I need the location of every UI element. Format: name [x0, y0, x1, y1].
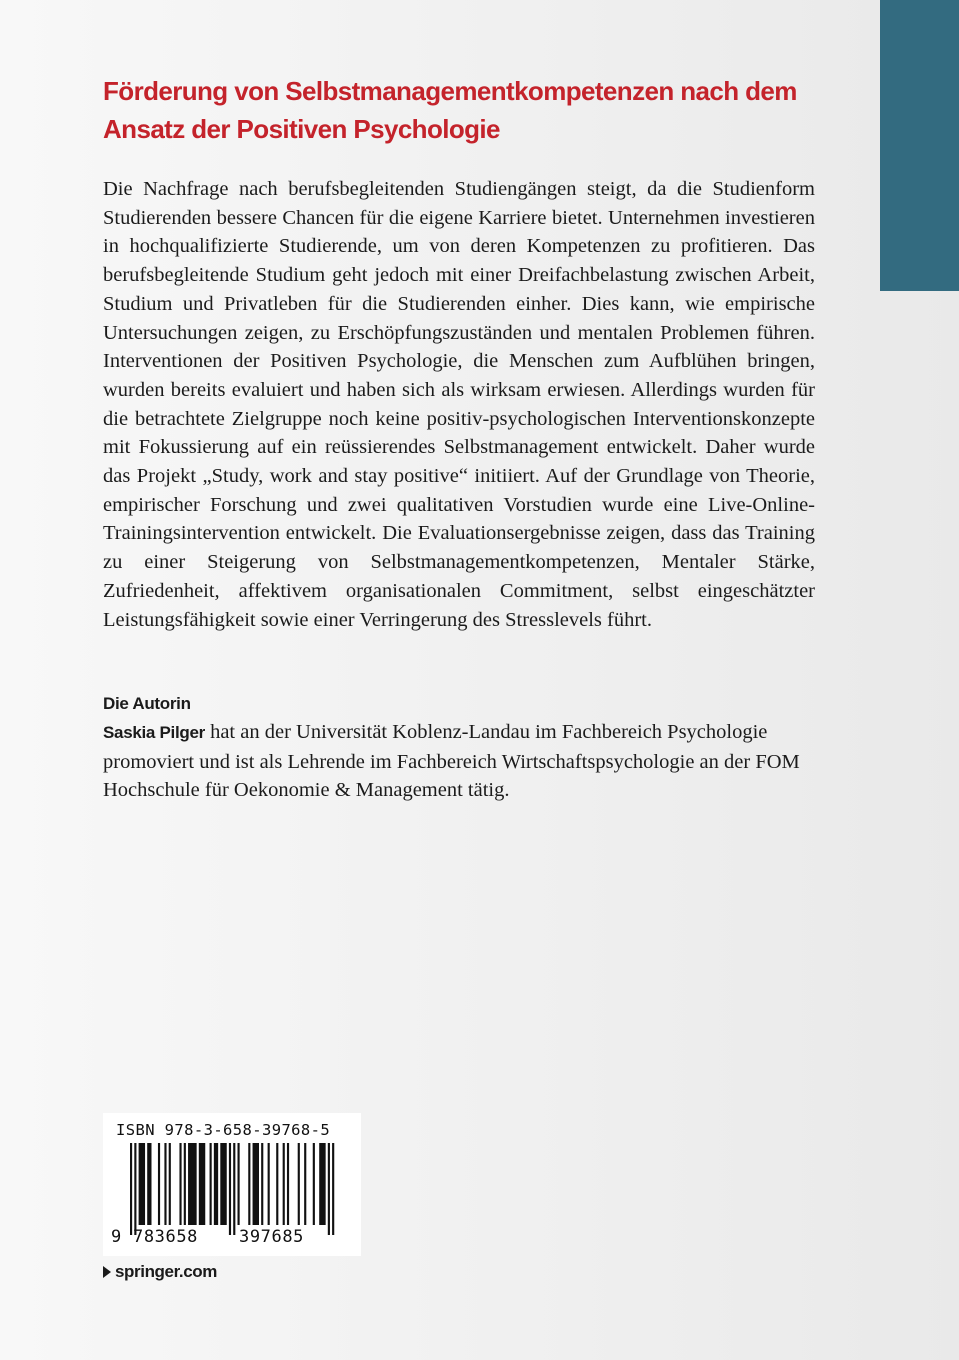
barcode-bar	[199, 1143, 205, 1225]
barcode-bar	[158, 1143, 160, 1225]
barcode-bar	[261, 1143, 263, 1225]
book-title: Förderung von Selbstmanagementkompetenzen nach dem Ansatz der Positiven Psychologie	[103, 76, 797, 144]
barcode-bar	[220, 1143, 226, 1225]
barcode-bar	[332, 1143, 334, 1235]
barcode-bar	[139, 1143, 145, 1225]
barcode-bar	[210, 1143, 212, 1225]
ean-first-digit: 9	[111, 1227, 122, 1247]
barcode-bar	[287, 1143, 289, 1225]
barcode-bar	[147, 1143, 151, 1225]
barcode-bar	[130, 1143, 132, 1235]
isbn-barcode	[103, 1113, 361, 1256]
publisher-url: springer.com	[115, 1262, 217, 1281]
author-heading: Die Autorin	[103, 694, 191, 713]
barcode-bar	[164, 1143, 166, 1225]
author-bio: hat an der Universität Koblenz-Landau im Fachbereich Psychologie promoviert und ist als Lehrende im Fachbereich Wirtschaftspsychologie an der FOM Hochschule für Oekonomie & Management tätig.	[103, 721, 800, 802]
barcode-bar	[229, 1143, 231, 1235]
barcode-bar	[188, 1143, 197, 1225]
ean-left-digits: 783658	[133, 1227, 199, 1247]
barcode-bar	[248, 1143, 250, 1225]
triangle-right-icon	[103, 1266, 111, 1278]
barcode-bar	[169, 1143, 171, 1225]
barcode-bar	[179, 1143, 181, 1225]
barcode-bar	[214, 1143, 218, 1225]
isbn-label: ISBN 978-3-658-39768-5	[116, 1121, 331, 1139]
barcode-bar	[328, 1143, 330, 1235]
barcode-bar	[313, 1143, 315, 1225]
barcode-bar	[268, 1143, 270, 1225]
publisher-link[interactable]	[103, 1262, 217, 1282]
book-abstract: Die Nachfrage nach berufsbegleitenden Studiengängen steigt, da die Studienform Studierenden bessere Chancen für die eigene Karriere bietet. Unternehmen investieren in hochqualifizierte Studierende, um von deren Kompetenzen zu profitieren. Das berufsbegleitende Studium geht jedoch mit einer Dreifachbelastung zwischen Arbeit, Studium und Privatleben für die Studierenden einher. Dies kann, wie empirische Untersuchungen zeigen, zu Erschöpfungszuständen und mentalen Problemen führen. Interventionen der Positiven Psychologie, die Menschen zum Aufblühen bringen, wurden bereits evaluiert und haben sich als wirksam erwiesen. Allerdings wurden für die betrachtete Zielgruppe noch keine positiv-psychologischen Interventionskonzepte mit Fokussierung auf ein reüssierendes Selbstmanagement entwickelt. Daher wurde das Projekt „Study, work and stay positive“ initiiert. Auf der Grundlage von Theorie, empirischer Forschung und zwei qualitativen Vorstudien wurde eine Live-Online-Trainingsintervention entwickelt. Die Evaluationsergebnisse zeigen, dass das Training zu einer Steigerung von Selbstmanagementkompetenzen, Mentaler Stärke, Zufriedenheit, affektivem organisationalen Commitment, selbst eingeschätzter Leistungsfähigkeit sowie einer Verringerung des Stresslevels führt.	[103, 178, 815, 631]
barcode-bar	[276, 1143, 278, 1225]
accent-color-bar	[880, 0, 959, 291]
barcode-bar	[184, 1143, 186, 1225]
barcode-bar	[238, 1143, 240, 1225]
ean-right-digits: 397685	[239, 1227, 305, 1247]
author-name: Saskia Pilger	[103, 723, 205, 742]
barcode-bar	[319, 1143, 325, 1225]
barcode-bar	[298, 1143, 300, 1225]
barcode-bar	[134, 1143, 136, 1235]
barcode-bar	[304, 1143, 306, 1225]
barcode-bar	[253, 1143, 259, 1225]
barcode-bar	[283, 1143, 285, 1225]
barcode-bar	[233, 1143, 235, 1235]
author-bio-paragraph	[103, 718, 815, 805]
